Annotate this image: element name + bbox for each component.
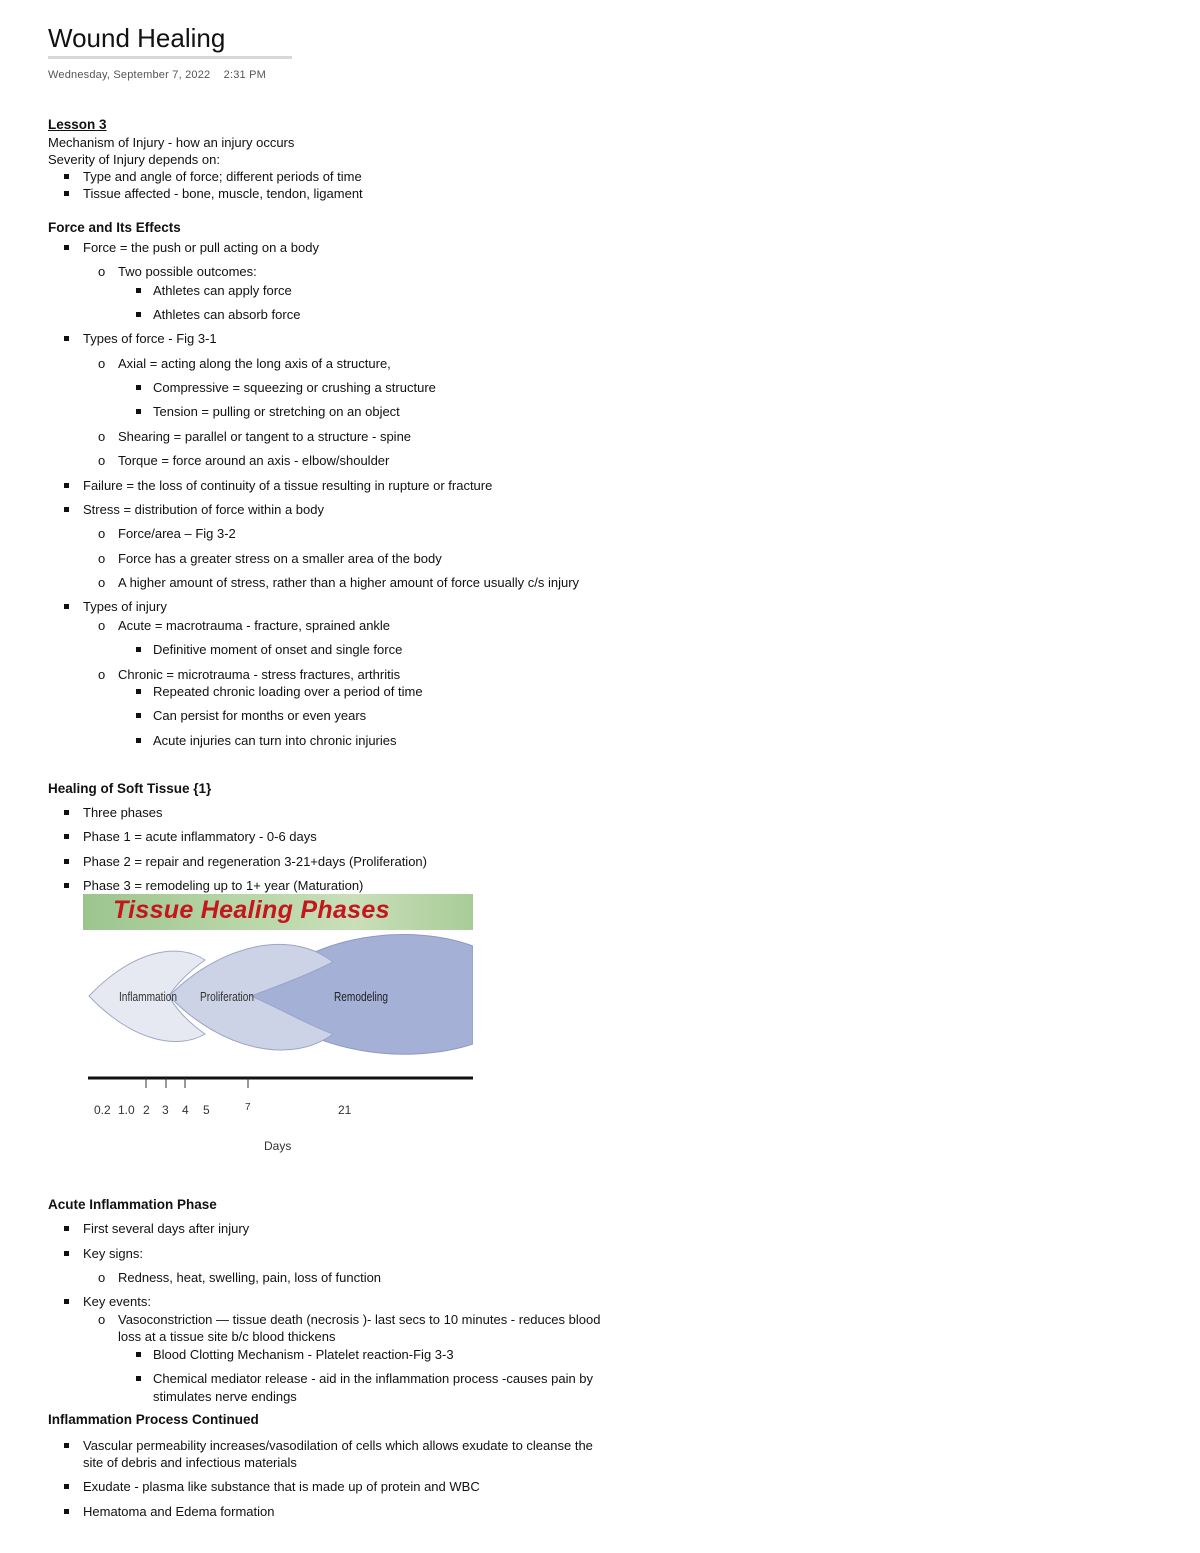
list-item: Phase 2 = repair and regeneration 3-21+days (Proliferation) bbox=[48, 853, 1168, 870]
list-item: Type and angle of force; different periods of time bbox=[48, 168, 1168, 185]
list-item: Athletes can apply force bbox=[48, 282, 1168, 299]
list-item-continued: stimulates nerve endings bbox=[153, 1389, 297, 1404]
mechanism-line: Mechanism of Injury - how an injury occurs bbox=[48, 135, 295, 150]
list-item: o Shearing = parallel or tangent to a structure - spine bbox=[48, 428, 1168, 445]
list-item: o Acute = macrotrauma - fracture, sprained ankle bbox=[48, 617, 1168, 634]
timestamp-time: 2:31 PM bbox=[223, 69, 266, 81]
list-item: Repeated chronic loading over a period of time bbox=[48, 683, 1168, 700]
list-item: o Torque = force around an axis - elbow/shoulder bbox=[48, 452, 1168, 469]
list-item: o Force has a greater stress on a smaller area of the body bbox=[48, 550, 1168, 567]
list-item: o Chronic = microtrauma - stress fractures, arthritis bbox=[48, 666, 1168, 683]
lesson-heading: Lesson 3 bbox=[48, 117, 107, 132]
list-item: Tissue affected - bone, muscle, tendon, ligament bbox=[48, 185, 1168, 202]
list-item: Types of injury bbox=[48, 598, 1168, 615]
section-heading-acute: Acute Inflammation Phase bbox=[48, 1197, 217, 1212]
list-item: Force = the push or pull acting on a body bbox=[48, 239, 1168, 256]
figure-title: Tissue Healing Phases bbox=[113, 896, 390, 924]
tick-label: 5 bbox=[203, 1103, 210, 1117]
tick-label: 4 bbox=[182, 1103, 189, 1117]
tissue-healing-figure bbox=[83, 894, 473, 1164]
list-item: o Vasoconstriction — tissue death (necrosis )- last secs to 10 minutes - reduces blood bbox=[48, 1311, 1168, 1328]
list-item: o Axial = acting along the long axis of a structure, bbox=[48, 355, 1168, 372]
list-item: Compressive = squeezing or crushing a structure bbox=[48, 379, 1168, 396]
list-item: Three phases bbox=[48, 804, 1168, 821]
list-item: Definitive moment of onset and single force bbox=[48, 641, 1168, 658]
tick-label: 7 bbox=[245, 1102, 251, 1113]
phases-diagram bbox=[83, 930, 473, 1164]
list-item: Exudate - plasma like substance that is made up of protein and WBC bbox=[48, 1478, 1168, 1495]
tick-label: 1.0 bbox=[118, 1103, 135, 1117]
list-item: Blood Clotting Mechanism - Platelet reaction-Fig 3-3 bbox=[48, 1346, 1168, 1363]
list-item: Phase 1 = acute inflammatory - 0-6 days bbox=[48, 828, 1168, 845]
timestamp bbox=[48, 69, 1168, 81]
list-item: Stress = distribution of force within a body bbox=[48, 501, 1168, 518]
list-item: Failure = the loss of continuity of a tissue resulting in rupture or fracture bbox=[48, 477, 1168, 494]
list-item: o A higher amount of stress, rather than a higher amount of force usually c/s injury bbox=[48, 574, 1168, 591]
timestamp-date: Wednesday, September 7, 2022 bbox=[48, 69, 211, 81]
section-heading-inflammation-continued: Inflammation Process Continued bbox=[48, 1412, 259, 1427]
list-item: o Redness, heat, swelling, pain, loss of function bbox=[48, 1269, 1168, 1286]
list-item: Hematoma and Edema formation bbox=[48, 1503, 1168, 1520]
phase-label-proliferation: Proliferation bbox=[200, 989, 255, 1005]
list-item: First several days after injury bbox=[48, 1220, 1168, 1237]
list-item: Acute injuries can turn into chronic injuries bbox=[48, 732, 1168, 749]
tick-label: 3 bbox=[162, 1103, 169, 1117]
list-item: Types of force - Fig 3-1 bbox=[48, 330, 1168, 347]
inflammation-continued-list bbox=[48, 1437, 1168, 1520]
list-item: Tension = pulling or stretching on an object bbox=[48, 403, 1168, 420]
page-title: Wound Healing bbox=[48, 22, 292, 59]
list-item: o Force/area – Fig 3-2 bbox=[48, 525, 1168, 542]
section-heading-healing: Healing of Soft Tissue {1} bbox=[48, 781, 212, 796]
note-page bbox=[48, 22, 1168, 1520]
tick-label: 0.2 bbox=[94, 1103, 111, 1117]
section-heading-force: Force and Its Effects bbox=[48, 220, 181, 235]
list-item: Key signs: bbox=[48, 1245, 1168, 1262]
list-item-continued: loss at a tissue site b/c blood thickens bbox=[118, 1329, 336, 1344]
axis-label: Days bbox=[264, 1139, 292, 1153]
force-list bbox=[48, 239, 1168, 749]
acute-list bbox=[48, 1220, 1168, 1405]
list-item-continued: site of debris and infectious materials bbox=[83, 1455, 297, 1470]
tick-label: 2 bbox=[143, 1103, 150, 1117]
healing-list bbox=[48, 804, 1168, 894]
figure-banner bbox=[83, 894, 473, 930]
list-item: o Two possible outcomes: bbox=[48, 263, 1168, 280]
list-item: Chemical mediator release - aid in the inflammation process -causes pain by bbox=[48, 1370, 1168, 1387]
list-item: Vascular permeability increases/vasodilation of cells which allows exudate to cleanse the bbox=[48, 1437, 1168, 1454]
severity-line: Severity of Injury depends on: bbox=[48, 152, 220, 167]
list-item: Key events: bbox=[48, 1293, 1168, 1310]
list-item: Can persist for months or even years bbox=[48, 707, 1168, 724]
severity-list bbox=[48, 168, 1168, 202]
tick-label: 21 bbox=[338, 1103, 352, 1117]
list-item: Phase 3 = remodeling up to 1+ year (Maturation) bbox=[48, 877, 1168, 894]
phase-label-remodeling: Remodeling bbox=[334, 989, 389, 1005]
phase-label-inflammation: Inflammation bbox=[119, 989, 177, 1005]
list-item: Athletes can absorb force bbox=[48, 306, 1168, 323]
